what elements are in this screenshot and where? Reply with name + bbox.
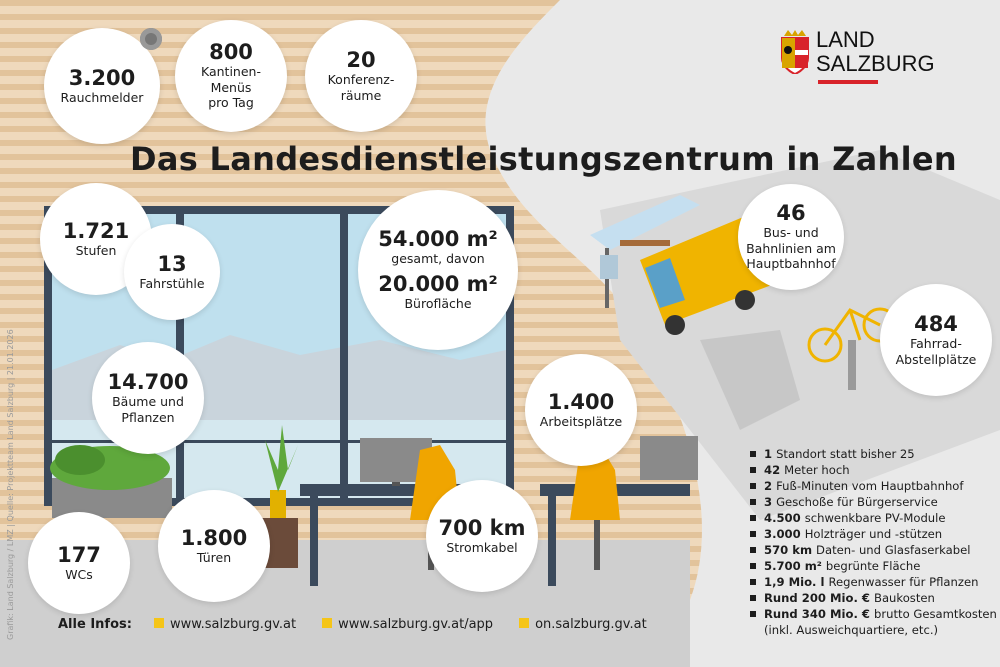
stat-flaeche [358, 190, 518, 350]
bullet-icon [750, 451, 756, 457]
fact-item: 3.000 Holzträger und -stützen [750, 526, 997, 542]
stat-fahrrad [880, 284, 992, 396]
stat-stromkabel [426, 480, 538, 592]
link-bullet-icon [322, 618, 332, 628]
logo-underline [818, 80, 878, 84]
stat-label: Stufen [75, 242, 117, 258]
bullet-icon [750, 595, 756, 601]
bullet-icon [750, 547, 756, 553]
bullet-icon [750, 531, 756, 537]
link-bullet-icon [519, 618, 529, 628]
bullet-icon [750, 499, 756, 505]
stat-number: 20 [346, 47, 376, 72]
stat-label-office: Bürofläche [404, 296, 472, 312]
logo-line2: SALZBURG [816, 51, 935, 76]
stat-label: Arbeitsplätze [539, 413, 623, 429]
stat-bus [738, 184, 844, 290]
fact-item: 570 km Daten- und Glasfaserkabel [750, 542, 997, 558]
page-title: Das Landesdienstleistungszentrum in Zahlen [130, 140, 957, 178]
logo-line1: LAND [816, 27, 875, 52]
stat-number: 700 km [438, 515, 526, 540]
stat-kantine [175, 20, 287, 132]
fact-item-note: (inkl. Ausweichquartiere, etc.) [764, 623, 939, 637]
stat-number: 13 [157, 251, 187, 276]
fact-item: 2 Fuß-Minuten vom Hauptbahnhof [750, 478, 997, 494]
stat-number: 3.200 [68, 65, 136, 90]
fact-list [750, 446, 997, 638]
stat-number: 1.800 [180, 525, 248, 550]
image-credit: Grafik: Land Salzburg / LMZ | Quelle: Projektteam Land Salzburg | 21.01.2026 [6, 329, 15, 640]
stat-label: Kantinen- Menüs pro Tag [201, 64, 261, 111]
stat-label: Konferenz- räume [327, 71, 395, 103]
coat-of-arms-icon [780, 30, 810, 74]
stat-label-total: gesamt, davon [391, 251, 485, 267]
stat-number: 46 [776, 201, 806, 226]
fact-item: Rund 200 Mio. € Baukosten [750, 590, 997, 606]
fact-item: 42 Meter hoch [750, 462, 997, 478]
stat-number-total: 54.000 m² [378, 227, 498, 252]
stat-number: 800 [209, 40, 253, 65]
stat-number: 177 [57, 542, 101, 567]
fact-item: 3 Geschoße für Bürgerservice [750, 494, 997, 510]
stat-label: Türen [196, 549, 232, 565]
smoke-detector-icon [140, 28, 162, 50]
stat-number: 1.721 [62, 218, 130, 243]
stat-number: 1.400 [547, 389, 615, 414]
footer-links [58, 617, 665, 632]
footer-label: Alle Infos: [58, 617, 132, 632]
link-bullet-icon [154, 618, 164, 628]
stat-wcs [28, 512, 130, 614]
fact-item: 1,9 Mio. l Regenwasser für Pflanzen [750, 574, 997, 590]
link-salzburg-app[interactable]: www.salzburg.gv.at/app [322, 617, 493, 632]
stat-baeume [92, 342, 204, 454]
bullet-icon [750, 483, 756, 489]
fact-item: 1 Standort statt bisher 25 [750, 446, 997, 462]
stat-konferenz [305, 20, 417, 132]
link-salzburg-gv-at[interactable]: www.salzburg.gv.at [154, 617, 296, 632]
bullet-icon [750, 579, 756, 585]
stat-label: Bäume und Pflanzen [112, 393, 184, 425]
stat-arbeitsplaetze [525, 354, 637, 466]
stat-fahrstuehle [124, 224, 220, 320]
bullet-icon [750, 611, 756, 617]
stat-number: 484 [914, 311, 958, 336]
stat-tueren [158, 490, 270, 602]
link-on-salzburg[interactable]: on.salzburg.gv.at [519, 617, 647, 632]
bullet-icon [750, 563, 756, 569]
land-salzburg-logo [780, 28, 960, 88]
stat-label: Rauchmelder [60, 89, 144, 105]
fact-item: 5.700 m² begrünte Fläche [750, 558, 997, 574]
fact-item: 4.500 schwenkbare PV-Module [750, 510, 997, 526]
stat-number-office: 20.000 m² [378, 272, 498, 296]
fact-item: Rund 340 Mio. € brutto Gesamtkosten [750, 606, 997, 622]
stat-label: Fahrrad- Abstellplätze [895, 335, 977, 367]
bullet-icon [750, 467, 756, 473]
stat-label: Stromkabel [446, 539, 518, 555]
bullet-icon [750, 515, 756, 521]
stat-label: WCs [65, 566, 93, 582]
stat-label: Fahrstühle [139, 275, 205, 291]
stat-label: Bus- und Bahnlinien am Hauptbahnhof [746, 225, 836, 272]
stat-number: 14.700 [107, 369, 189, 394]
